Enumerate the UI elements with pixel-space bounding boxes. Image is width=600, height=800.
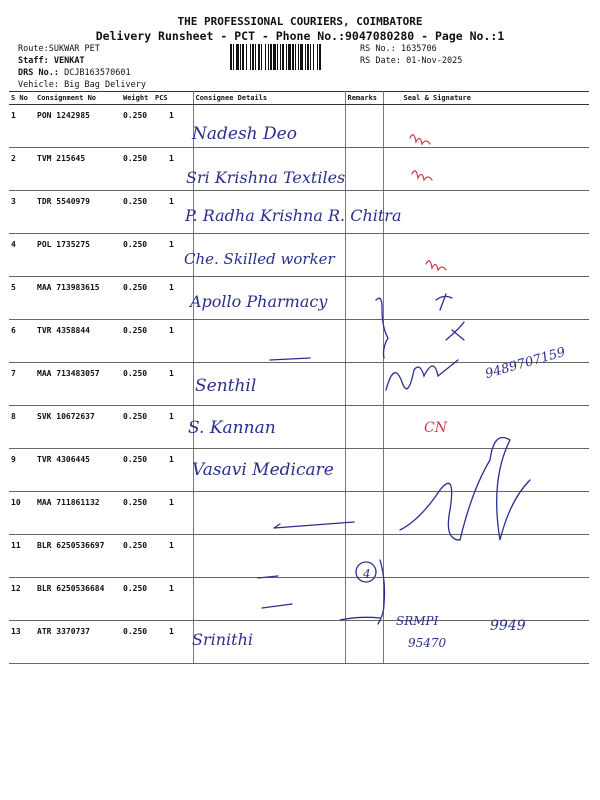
company-title: THE PROFESSIONAL COURIERS, COIMBATORE	[177, 15, 423, 28]
header-consignment: Consignment No	[35, 92, 121, 105]
cell-sno: 11	[9, 535, 35, 578]
cell-sno: 9	[9, 449, 35, 492]
cell-consignment: TDR 5540979	[35, 191, 121, 234]
arrow-row11	[274, 522, 354, 528]
rs-no-label: RS No.:	[360, 44, 396, 54]
cell-weight: 0.250	[121, 621, 153, 664]
remark-mark-row1	[410, 135, 430, 144]
cell-pcs: 1	[153, 148, 193, 191]
drs-value: DCJB163570601	[64, 68, 131, 78]
circled-number: 4	[363, 567, 371, 581]
remark-mark-row2	[412, 171, 432, 180]
line-row12	[262, 604, 292, 608]
circle-row12	[356, 562, 376, 582]
cell-sno: 4	[9, 234, 35, 277]
staff-label: Staff:	[18, 56, 49, 66]
runsheet-subtitle: Delivery Runsheet - PCT - Phone No.:9047080280 - Page No.:1	[95, 29, 505, 43]
handwriting-row2: Sri Krishna Textiles	[186, 168, 346, 187]
signature-13a: SRMPI	[396, 614, 439, 628]
cell-consignment: MAA 713983615	[35, 277, 121, 320]
cell-pcs: 1	[153, 406, 193, 449]
cell-sno: 5	[9, 277, 35, 320]
cell-sno: 6	[9, 320, 35, 363]
header-sno: S No	[9, 92, 35, 105]
cell-weight: 0.250	[121, 191, 153, 234]
cell-consignment: BLR 6250536684	[35, 578, 121, 621]
header-remarks: Remarks	[345, 92, 383, 105]
cell-consignment: MAA 713483057	[35, 363, 121, 406]
cell-consignment: PON 1242985	[35, 105, 121, 148]
cell-consignment: SVK 10672637	[35, 406, 121, 449]
signature-row10-11	[400, 438, 530, 541]
handwriting-row10: Vasavi Medicare	[192, 460, 334, 480]
handwriting-row1: Nadesh Deo	[192, 124, 297, 144]
cell-pcs: 1	[153, 492, 193, 535]
cell-pcs: 1	[153, 578, 193, 621]
handwriting-row5: Apollo Pharmacy	[190, 292, 328, 311]
cell-consignment: TVR 4358844	[35, 320, 121, 363]
rs-date-value: 01-Nov-2025	[406, 56, 463, 66]
cell-consignment: TVR 4306445	[35, 449, 121, 492]
route-label: Route:	[18, 44, 49, 54]
header-seal: Seal & Signature	[383, 92, 589, 105]
cell-sno: 13	[9, 621, 35, 664]
cell-weight: 0.250	[121, 148, 153, 191]
header-pcs: PCS	[153, 92, 193, 105]
stroke-row12	[378, 560, 385, 624]
cell-pcs: 1	[153, 363, 193, 406]
vehicle-label: Vehicle:	[18, 80, 59, 90]
cell-pcs: 1	[153, 449, 193, 492]
rs-date-label: RS Date:	[360, 56, 401, 66]
header-weight: Weight	[121, 92, 153, 105]
signature-row6	[446, 322, 464, 340]
cell-consignment: BLR 6250536697	[35, 535, 121, 578]
cell-pcs: 1	[153, 320, 193, 363]
line-row13	[340, 617, 380, 620]
cell-consignment: POL 1735275	[35, 234, 121, 277]
rs-no-value: 1635706	[400, 44, 437, 54]
cell-pcs: 1	[153, 277, 193, 320]
cell-consignment: MAA 711861132	[35, 492, 121, 535]
cell-sno: 10	[9, 492, 35, 535]
cell-weight: 0.250	[121, 578, 153, 621]
cell-weight: 0.250	[121, 449, 153, 492]
cell-pcs: 1	[153, 105, 193, 148]
signature-row7	[386, 360, 458, 390]
cell-weight: 0.250	[121, 492, 153, 535]
handwriting-row9: S. Kannan	[188, 418, 276, 438]
cell-weight: 0.250	[121, 277, 153, 320]
route-value: SUKWAR PET	[48, 44, 100, 54]
cell-consignment: TVM 215645	[35, 148, 121, 191]
staff-value: VENKAT	[53, 56, 85, 66]
cell-weight: 0.250	[121, 406, 153, 449]
handwriting-row4: Che. Skilled worker	[184, 250, 335, 268]
cell-sno: 1	[9, 105, 35, 148]
signature-phone: 9489707159	[483, 344, 568, 383]
cell-weight: 0.250	[121, 320, 153, 363]
cell-sno: 2	[9, 148, 35, 191]
drs-label: DRS No.:	[18, 68, 59, 78]
remark-row9: CN	[424, 420, 447, 436]
cell-sno: 8	[9, 406, 35, 449]
cell-weight: 0.250	[121, 535, 153, 578]
cell-pcs: 1	[153, 191, 193, 234]
cell-sno: 7	[9, 363, 35, 406]
signature-row5	[436, 294, 452, 310]
signature-remarks-row5-6	[376, 298, 388, 358]
arrow-row12	[258, 576, 278, 578]
cell-pcs: 1	[153, 535, 193, 578]
cell-weight: 0.250	[121, 234, 153, 277]
cell-weight: 0.250	[121, 363, 153, 406]
remark-mark-row4	[426, 261, 446, 270]
cell-sno: 12	[9, 578, 35, 621]
handwriting-row13: Srinithi	[192, 630, 253, 649]
line-row7	[270, 358, 310, 360]
handwriting-row8: Senthil	[195, 376, 257, 396]
cell-weight: 0.250	[121, 105, 153, 148]
cell-pcs: 1	[153, 234, 193, 277]
signature-13c: 9949	[490, 618, 526, 634]
handwriting-row3: P. Radha Krishna R. Chitra	[185, 206, 402, 225]
cell-pcs: 1	[153, 621, 193, 664]
signature-13b: 95470	[408, 636, 447, 650]
cell-sno: 3	[9, 191, 35, 234]
header-details: Consignee Details	[193, 92, 345, 105]
vehicle-value: Big Bag Delivery	[64, 80, 146, 90]
cell-consignment: ATR 3370737	[35, 621, 121, 664]
